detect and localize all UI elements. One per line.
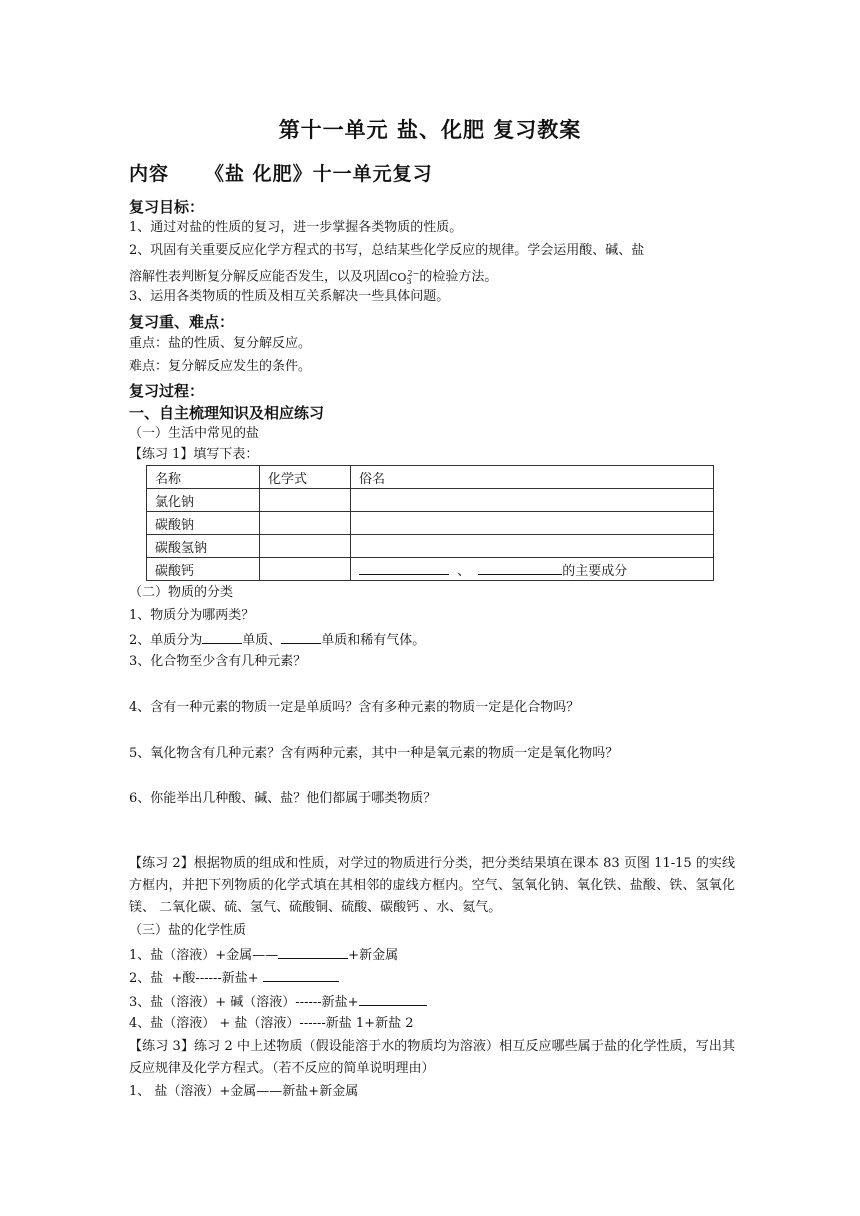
goals-heading: 复习目标：	[129, 198, 205, 216]
header-formula: 化学式	[260, 466, 351, 489]
section-1-heading: 一、自主梳理知识及相应练习	[129, 404, 325, 422]
table-row	[147, 558, 714, 581]
salt-name: 碳酸钙	[147, 558, 260, 581]
table-header-row	[147, 466, 714, 489]
fill-blank[interactable]	[359, 559, 449, 575]
table-row	[147, 489, 714, 512]
header-common-name: 俗名	[351, 466, 714, 489]
question-4: 4、含有一种元素的物质一定是单质吗？含有多种元素的物质一定是化合物吗？	[129, 700, 580, 715]
fill-blank[interactable]	[281, 628, 321, 644]
content-label: 内容	[129, 163, 170, 185]
salt-name: 氯化钠	[147, 489, 260, 512]
question-3: 3、化合物至少含有几种元素？	[129, 654, 307, 669]
fill-blank[interactable]	[478, 559, 562, 575]
goal-2: 2、巩固有关重要反应化学方程式的书写，总结某些化学反应的规律。学会运用酸、碱、盐	[129, 243, 645, 258]
goal-3: 3、运用各类物质的性质及相互关系解决一些具体问题。	[129, 289, 450, 304]
fill-blank[interactable]	[359, 990, 427, 1006]
common-name-cell[interactable]	[351, 489, 714, 512]
subsection-classification: （二）物质的分类	[129, 585, 234, 600]
salt-name: 碳酸钠	[147, 512, 260, 535]
property-2: 2、盐 +酸------新盐+	[129, 966, 339, 990]
header-name: 名称	[147, 466, 260, 489]
exercise-1-label: 【练习 1】填写下表：	[129, 447, 259, 462]
question-5: 5、氧化物含有几种元素？含有两种元素，其中一种是氧元素的物质一定是氧化物吗？	[129, 746, 619, 761]
fill-blank[interactable]	[278, 943, 348, 959]
fill-blank[interactable]	[202, 628, 242, 644]
formula-cell[interactable]	[260, 558, 351, 581]
table-row	[147, 535, 714, 558]
page-title: 第十一单元 盐、化肥 复习教案	[278, 118, 582, 142]
property-detail-1: 1、 盐（溶液）+金属——新盐+新金属	[129, 1084, 359, 1099]
subsection-chemical-properties: （三）盐的化学性质	[129, 923, 247, 938]
content-value: 《盐 化肥》十一单元复习	[205, 163, 433, 185]
goal-1: 1、通过对盐的性质的复习，进一步掌握各类物质的性质。	[129, 220, 463, 235]
common-name-cell[interactable]	[351, 512, 714, 535]
key-point: 重点：盐的性质、复分解反应。	[129, 336, 312, 351]
carbonate-ion: $CO_3^{2-}$	[389, 269, 420, 286]
common-name-cell: 、 的主要成分	[351, 558, 714, 581]
property-4: 4、盐（溶液） + 盐（溶液）------新盐 1+新盐 2	[129, 1016, 414, 1031]
question-6: 6、你能举出几种酸、碱、盐？他们都属于哪类物质？	[129, 791, 437, 806]
goal-2-cont: 溶解性表判断复分解反应能否发生，以及巩固$CO_3^{2-}$的检验方法。	[129, 269, 498, 286]
salt-name: 碳酸氢钠	[147, 535, 260, 558]
question-1: 1、物质分为哪两类？	[129, 608, 255, 623]
subsection-common-salts: （一）生活中常见的盐	[129, 426, 260, 441]
content-line	[129, 159, 433, 186]
question-2: 2、单质分为 单质、 单质和稀有气体。	[129, 628, 425, 652]
salt-table	[146, 465, 714, 581]
common-name-cell[interactable]	[351, 535, 714, 558]
property-3: 3、盐（溶液）+ 碱（溶液）------新盐+	[129, 990, 427, 1014]
exercise-2: 【练习 2】根据物质的组成和性质，对学过的物质进行分类，把分类结果填在课本 83 页图 11-15 的实线方框内，并把下列物质的化学式填在其相邻的虚线方框内。空气、氢氧化钠、氧化铁、盐酸、铁、氢氧化镁、 二氧化碳、硫、氢气、硫酸铜、硫酸、碳酸钙 、水、氦气。	[129, 856, 735, 915]
fill-blank[interactable]	[263, 966, 339, 982]
property-1: 1、盐（溶液）+金属—— +新金属	[129, 943, 398, 967]
formula-cell[interactable]	[260, 489, 351, 512]
table-row	[147, 512, 714, 535]
exercise-3: 【练习 3】练习 2 中上述物质（假设能溶于水的物质均为溶液）相互反应哪些属于盐的化学性质，写出其反应规律及化学方程式。（若不反应的简单说明理由）	[129, 1039, 735, 1076]
formula-cell[interactable]	[260, 512, 351, 535]
formula-cell[interactable]	[260, 535, 351, 558]
keypoints-heading: 复习重、难点：	[129, 313, 235, 331]
difficult-point: 难点：复分解反应发生的条件。	[129, 359, 312, 374]
process-heading: 复习过程：	[129, 382, 205, 400]
